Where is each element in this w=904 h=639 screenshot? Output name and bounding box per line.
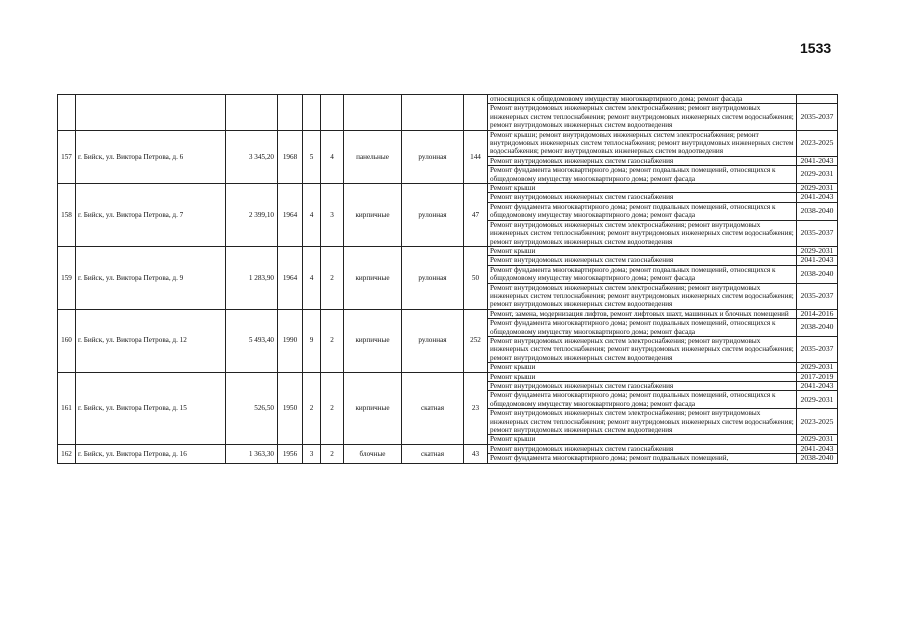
house-apartments: 23 <box>464 372 488 444</box>
work-description: Ремонт крыши <box>488 372 797 381</box>
house-floors: 4 <box>303 184 321 247</box>
cell-entrances <box>321 95 344 131</box>
house-floors: 5 <box>303 130 321 183</box>
table-row <box>58 184 838 193</box>
house-entrances: 2 <box>321 372 344 444</box>
house-floors: 4 <box>303 246 321 309</box>
work-description: Ремонт внутридомовых инженерных систем электроснабжения; ремонт внутридомовых инженерных систем теплоснабжения; ремонт внутридомовых инженерных систем водоснабжения; ремонт внутридомовых инженерных систем водоотведения <box>488 283 797 309</box>
cell-apartments <box>464 95 488 131</box>
work-description: Ремонт внутридомовых инженерных систем газоснабжения <box>488 382 797 391</box>
work-description: Ремонт фундамента многоквартирного дома; ремонт подвальных помещений, <box>488 454 797 463</box>
work-period: 2035-2037 <box>797 336 838 362</box>
work-description: Ремонт внутридомовых инженерных систем электроснабжения; ремонт внутридомовых инженерных систем теплоснабжения; ремонт внутридомовых инженерных систем водоснабжения; ремонт внутридомовых инженерных систем водоотведения <box>488 220 797 246</box>
work-period: 2038-2040 <box>797 319 838 337</box>
house-address: г. Бийск, ул. Виктора Петрова, д. 15 <box>76 372 226 444</box>
table-row <box>58 309 838 318</box>
cell-no <box>58 95 76 131</box>
cell-year <box>278 95 303 131</box>
house-roof: рулонная <box>402 130 464 183</box>
work-period: 2029-2031 <box>797 184 838 193</box>
house-area: 526,50 <box>226 372 278 444</box>
table-row <box>58 95 838 104</box>
cell-area <box>226 95 278 131</box>
house-walls: кирпичные <box>344 184 402 247</box>
house-roof: рулонная <box>402 184 464 247</box>
work-period: 2029-2031 <box>797 435 838 444</box>
work-period: 2029-2031 <box>797 166 838 184</box>
work-period: 2041-2043 <box>797 382 838 391</box>
work-period: 2041-2043 <box>797 156 838 165</box>
work-period: 2038-2040 <box>797 265 838 283</box>
house-number: 161 <box>58 372 76 444</box>
house-walls: панельные <box>344 130 402 183</box>
house-apartments: 144 <box>464 130 488 183</box>
work-description: относящихся к общедомовому имуществу многоквартирного дома; ремонт фасада <box>488 95 797 104</box>
work-description: Ремонт, замена, модернизация лифтов, ремонт лифтовых шахт, машинных и блочных помещений <box>488 309 797 318</box>
work-description: Ремонт внутридомовых инженерных систем газоснабжения <box>488 156 797 165</box>
work-description: Ремонт крыши <box>488 246 797 255</box>
house-area: 2 399,10 <box>226 184 278 247</box>
repair-schedule-table <box>57 94 838 464</box>
house-entrances: 4 <box>321 130 344 183</box>
work-description: Ремонт фундамента многоквартирного дома; ремонт подвальных помещений, относящихся к общедомовому имуществу многоквартирного дома; ремонт фасада <box>488 391 797 409</box>
house-apartments: 50 <box>464 246 488 309</box>
work-period: 2035-2037 <box>797 220 838 246</box>
house-walls: кирпичные <box>344 309 402 372</box>
work-period: 2038-2040 <box>797 202 838 220</box>
house-address: г. Бийск, ул. Виктора Петрова, д. 9 <box>76 246 226 309</box>
work-period: 2017-2019 <box>797 372 838 381</box>
house-year: 1956 <box>278 444 303 463</box>
house-year: 1964 <box>278 184 303 247</box>
work-description: Ремонт фундамента многоквартирного дома; ремонт подвальных помещений, относящихся к общедомовому имуществу многоквартирного дома; ремонт фасада <box>488 319 797 337</box>
work-period: 2029-2031 <box>797 246 838 255</box>
work-description: Ремонт внутридомовых инженерных систем электроснабжения; ремонт внутридомовых инженерных систем теплоснабжения; ремонт внутридомовых инженерных систем водоснабжения; ремонт внутридомовых инженерных систем водоотведения <box>488 336 797 362</box>
house-walls: кирпичные <box>344 246 402 309</box>
house-floors: 9 <box>303 309 321 372</box>
work-period: 2029-2031 <box>797 391 838 409</box>
table-row <box>58 372 838 381</box>
house-number: 157 <box>58 130 76 183</box>
house-apartments: 43 <box>464 444 488 463</box>
work-description: Ремонт крыши <box>488 363 797 372</box>
house-entrances: 3 <box>321 184 344 247</box>
work-period: 2035-2037 <box>797 283 838 309</box>
table-row <box>58 246 838 255</box>
work-description: Ремонт внутридомовых инженерных систем электроснабжения; ремонт внутридомовых инженерных систем теплоснабжения; ремонт внутридомовых инженерных систем водоснабжения; ремонт внутридомовых инженерных систем водоотведения <box>488 409 797 435</box>
cell-walls <box>344 95 402 131</box>
work-period: 2041-2043 <box>797 256 838 265</box>
work-period: 2023-2025 <box>797 130 838 156</box>
repair-schedule-table-container <box>57 94 837 464</box>
table-body <box>58 95 838 464</box>
work-period: 2041-2043 <box>797 444 838 453</box>
house-area: 3 345,20 <box>226 130 278 183</box>
house-apartments: 252 <box>464 309 488 372</box>
house-roof: скатная <box>402 444 464 463</box>
work-period: 2029-2031 <box>797 363 838 372</box>
work-period: 2035-2037 <box>797 104 838 130</box>
work-description: Ремонт фундамента многоквартирного дома; ремонт подвальных помещений, относящихся к общедомовому имуществу многоквартирного дома; ремонт фасада <box>488 265 797 283</box>
house-year: 1990 <box>278 309 303 372</box>
work-period <box>797 95 838 104</box>
work-description: Ремонт крыши; ремонт внутридомовых инженерных систем электроснабжения; ремонт внутридомовых инженерных систем теплоснабжения; ремонт внутридомовых инженерных систем водоснабжения; ремонт внутридомовых инженерных систем водоотведения <box>488 130 797 156</box>
house-number: 162 <box>58 444 76 463</box>
house-area: 1 363,30 <box>226 444 278 463</box>
house-area: 1 283,90 <box>226 246 278 309</box>
house-floors: 2 <box>303 372 321 444</box>
cell-roof <box>402 95 464 131</box>
table-row <box>58 130 838 156</box>
work-description: Ремонт фундамента многоквартирного дома; ремонт подвальных помещений, относящихся к общедомовому имуществу многоквартирного дома; ремонт фасада <box>488 166 797 184</box>
work-description: Ремонт крыши <box>488 435 797 444</box>
house-roof: скатная <box>402 372 464 444</box>
house-floors: 3 <box>303 444 321 463</box>
work-description: Ремонт внутридомовых инженерных систем газоснабжения <box>488 256 797 265</box>
house-roof: рулонная <box>402 246 464 309</box>
house-address: г. Бийск, ул. Виктора Петрова, д. 6 <box>76 130 226 183</box>
work-description: Ремонт крыши <box>488 184 797 193</box>
house-year: 1964 <box>278 246 303 309</box>
house-area: 5 493,40 <box>226 309 278 372</box>
house-year: 1950 <box>278 372 303 444</box>
house-address: г. Бийск, ул. Виктора Петрова, д. 7 <box>76 184 226 247</box>
house-entrances: 2 <box>321 246 344 309</box>
house-address: г. Бийск, ул. Виктора Петрова, д. 12 <box>76 309 226 372</box>
house-walls: блочные <box>344 444 402 463</box>
work-period: 2038-2040 <box>797 454 838 463</box>
cell-address <box>76 95 226 131</box>
house-walls: кирпичные <box>344 372 402 444</box>
house-apartments: 47 <box>464 184 488 247</box>
work-description: Ремонт внутридомовых инженерных систем газоснабжения <box>488 444 797 453</box>
work-description: Ремонт фундамента многоквартирного дома; ремонт подвальных помещений, относящихся к общедомовому имуществу многоквартирного дома; ремонт фасада <box>488 202 797 220</box>
house-number: 160 <box>58 309 76 372</box>
house-entrances: 2 <box>321 309 344 372</box>
house-roof: рулонная <box>402 309 464 372</box>
work-description: Ремонт внутридомовых инженерных систем газоснабжения <box>488 193 797 202</box>
house-entrances: 2 <box>321 444 344 463</box>
page-number: 1533 <box>800 40 832 56</box>
table-row <box>58 444 838 453</box>
house-number: 159 <box>58 246 76 309</box>
work-period: 2014-2016 <box>797 309 838 318</box>
work-period: 2041-2043 <box>797 193 838 202</box>
house-address: г. Бийск, ул. Виктора Петрова, д. 16 <box>76 444 226 463</box>
work-description: Ремонт внутридомовых инженерных систем электроснабжения; ремонт внутридомовых инженерных систем теплоснабжения; ремонт внутридомовых инженерных систем водоснабжения; ремонт внутридомовых инженерных систем водоотведения <box>488 104 797 130</box>
cell-floors <box>303 95 321 131</box>
house-year: 1968 <box>278 130 303 183</box>
house-number: 158 <box>58 184 76 247</box>
work-period: 2023-2025 <box>797 409 838 435</box>
